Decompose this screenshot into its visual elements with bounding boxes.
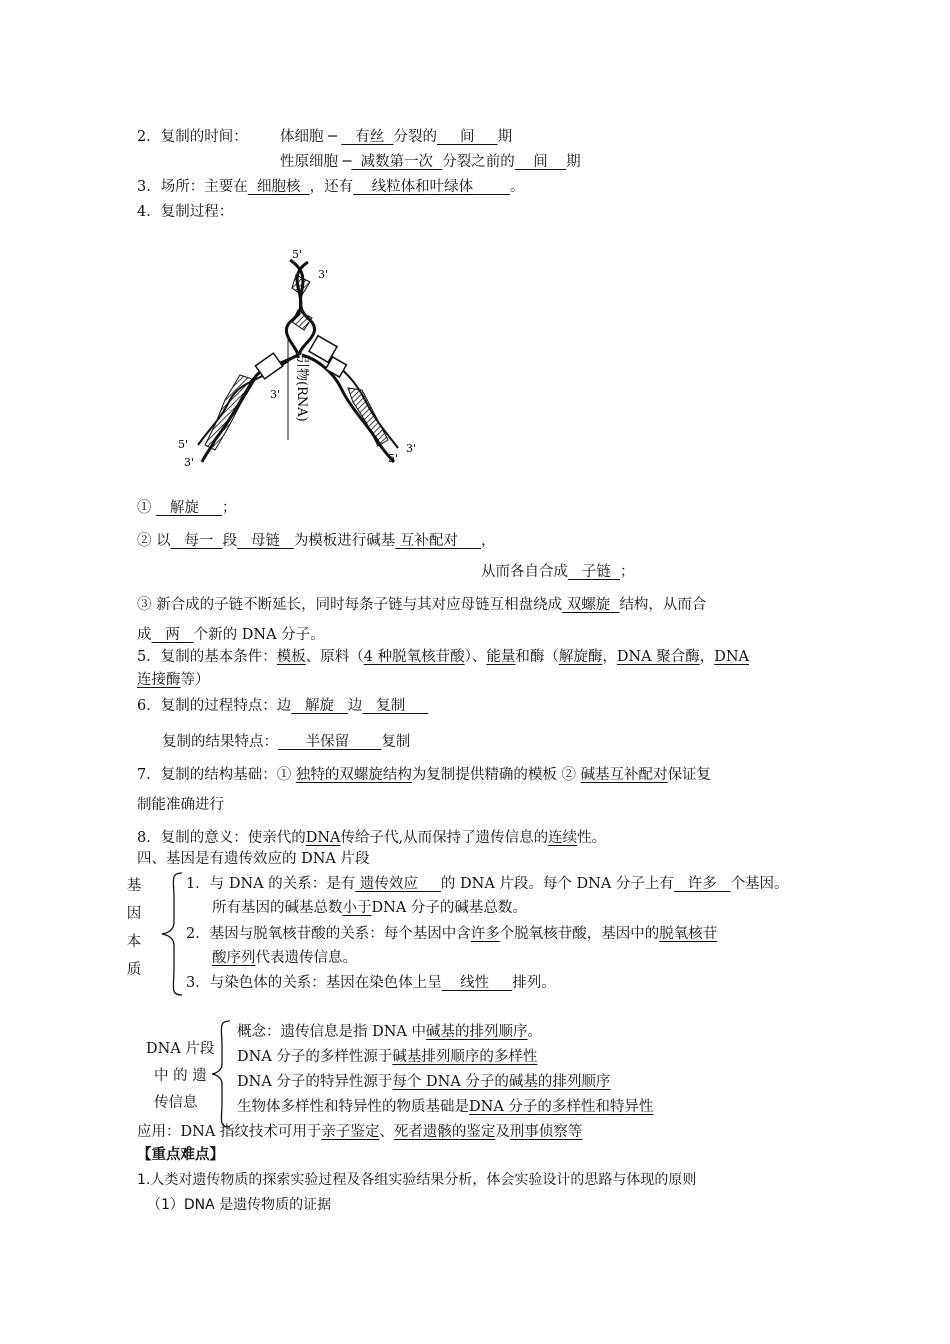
end-label-5-left: 5' bbox=[178, 438, 189, 451]
genetic-info-side-2: 中 的 遗 bbox=[154, 1068, 207, 1084]
parent-strand-top-a bbox=[290, 260, 315, 355]
dna-fingerprint-application: 应用：DNA 指纹技术可用于亲子鉴定、死者遗骸的鉴定及刑事侦察等 bbox=[137, 1124, 583, 1140]
gene-essence-char-2: 因 bbox=[126, 906, 142, 922]
genetic-info-concept: 概念：遗传信息是指 DNA 中碱基的排列顺序。 bbox=[237, 1024, 543, 1040]
gene-essence-char-4: 质 bbox=[126, 962, 142, 978]
step-3-line1: ③ 新合成的子链不断延长，同时每条子链与其对应母链互相盘绕成 双螺旋 结构，从而合 bbox=[137, 597, 707, 613]
replication-time-somatic: 体细胞 ─ 有丝 分裂的 间 期 bbox=[280, 129, 513, 145]
primer-label: 引物(RNA) bbox=[294, 355, 309, 422]
key-point-1: 1.人类对遗传物质的探索实验过程及各组实验结果分析，体会实验设计的思路与体现的原则 bbox=[137, 1172, 697, 1188]
step-1-unwind: ① 解旋 ； bbox=[137, 500, 237, 516]
section-4-title: 四、基因是有遗传效应的 DNA 片段 bbox=[137, 851, 370, 867]
process-features: 6．复制的过程特点：边 解旋 边 复制 bbox=[137, 698, 429, 714]
end-label-3-mid: 3' bbox=[270, 388, 281, 401]
end-label-5-top: 5' bbox=[292, 248, 303, 261]
genetic-info-side-1: DNA 片段 bbox=[146, 1041, 215, 1057]
end-label-5-right: 5' bbox=[388, 452, 399, 465]
basic-conditions-line2: 连接酶等） bbox=[137, 672, 210, 688]
gene-essence-char-1: 基 bbox=[126, 878, 142, 894]
gene-essence-char-3: 本 bbox=[126, 934, 142, 950]
replication-fork-diagram bbox=[170, 240, 430, 480]
replication-time-germ: 性原细胞 ─ 减数第一次 分裂之前的 间 期 bbox=[280, 154, 581, 170]
key-points-heading: 【重点难点】 bbox=[137, 1146, 224, 1163]
result-features: 复制的结果特点： 半保留 复制 bbox=[162, 734, 411, 750]
replication-time-label: 2．复制的时间： bbox=[137, 129, 248, 145]
left-helix-shading bbox=[205, 375, 255, 450]
dna-specificity-source: DNA 分子的特异性源于每个 DNA 分子的碱基的排列顺序 bbox=[237, 1074, 611, 1090]
end-label-3-top: 3' bbox=[318, 268, 329, 281]
gene-nucleotide-relation-cont: 酸序列代表遗传信息。 bbox=[212, 950, 357, 966]
step-3-line2: 成 两 个新的 DNA 分子。 bbox=[137, 627, 325, 643]
gene-chromosome-relation: 3．与染色体的关系：基因在染色体上呈 线性 排列。 bbox=[186, 975, 556, 991]
material-basis: 生物体多样性和特异性的物质基础是DNA 分子的多样性和特异性 bbox=[237, 1099, 654, 1115]
dna-diversity-source: DNA 分子的多样性源于碱基排列顺序的多样性 bbox=[237, 1049, 538, 1065]
basic-conditions-line1: 5．复制的基本条件：模板、原料（4 种脱氧核苷酸）、能量和酶（解旋酶，DNA 聚合酶，DNA bbox=[137, 649, 750, 665]
replication-location: 3．场所：主要在 细胞核 ，还有 线粒体和叶绿体 。 bbox=[137, 179, 525, 195]
daughter-helix-right-a bbox=[302, 355, 394, 462]
enzyme-box-left bbox=[255, 353, 282, 379]
key-point-1-sub: （1）DNA 是遗传物质的证据 bbox=[147, 1197, 332, 1213]
step-2-synthesis: 从而各自合成 子链 ； bbox=[481, 564, 635, 580]
structural-basis-line1: 7．复制的结构基础：① 独特的双螺旋结构为复制提供精确的模板 ② 碱基互补配对保证复 bbox=[137, 767, 712, 783]
gene-base-total: 所有基因的碱基总数小于DNA 分子的碱基总数。 bbox=[212, 900, 527, 916]
gene-nucleotide-relation: 2．基因与脱氧核苷酸的关系：每个基因中含许多个脱氧核苷酸，基因中的脱氧核苷 bbox=[186, 926, 718, 942]
gene-essence-brace bbox=[158, 870, 186, 998]
structural-basis-line2: 制能准确进行 bbox=[137, 797, 224, 813]
genetic-info-brace bbox=[208, 1018, 234, 1130]
right-helix-shading bbox=[348, 388, 388, 446]
end-label-3-right: 3' bbox=[406, 442, 417, 455]
genetic-info-side-3: 传信息 bbox=[154, 1095, 198, 1111]
significance: 8．复制的意义：使亲代的DNA传给子代,从而保持了遗传信息的连续性。 bbox=[137, 830, 607, 846]
replication-process-label: 4．复制过程： bbox=[137, 204, 234, 220]
end-label-3-left: 3' bbox=[184, 456, 195, 469]
step-2-template: ② 以 每一 段 母链 为模板进行碱基 互补配对 ， bbox=[137, 533, 496, 549]
gene-dna-relation: 1．与 DNA 的关系：是有 遗传效应 的 DNA 片段。每个 DNA 分子上有 许多 个基因。 bbox=[186, 876, 789, 892]
